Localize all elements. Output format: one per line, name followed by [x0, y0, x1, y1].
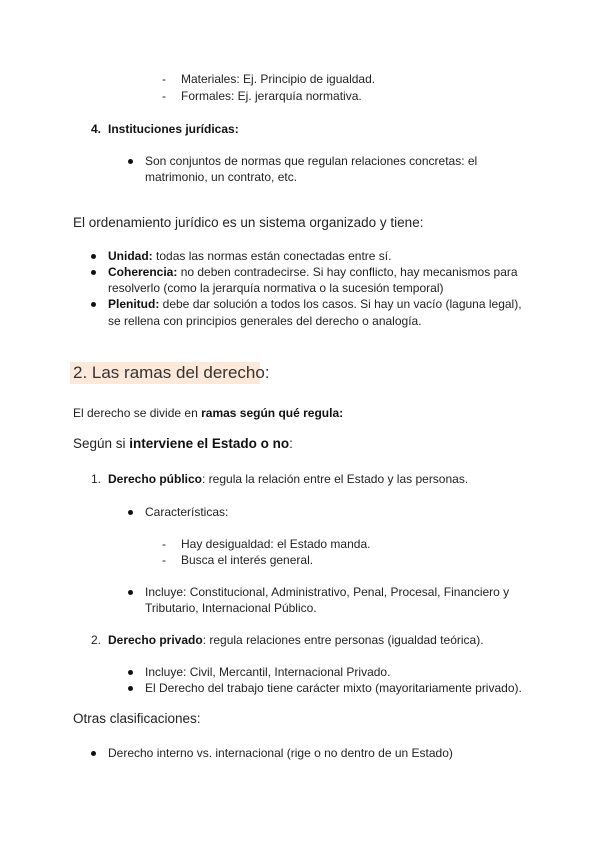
paragraph: Según si interviene el Estado o no: [73, 436, 293, 451]
list-item: Unidad: todas las normas están conectadas entre sí. [108, 249, 392, 263]
bullet-icon [128, 686, 133, 691]
dash-marker: - [162, 553, 166, 567]
list-item: Incluye: Constitucional, Administrativo, Penal, Procesal, Financiero y [145, 585, 510, 599]
list-item: Son conjuntos de normas que regulan relaciones concretas: el [145, 154, 478, 168]
list-item-continuation: se rellena con principios generales del derecho o analogía. [108, 314, 422, 328]
list-item: Materiales: Ej. Principio de igualdad. [181, 72, 376, 86]
paragraph: Otras clasificaciones: [73, 711, 201, 726]
list-item: Plenitud: debe dar solución a todos los casos. Si hay un vacío (laguna legal), [108, 297, 522, 311]
list-item: Características: [145, 505, 229, 519]
section-heading: 2. Las ramas del derecho: [73, 363, 270, 382]
dash-marker: - [162, 72, 166, 86]
bullet-icon [91, 302, 96, 307]
list-item: Incluye: Civil, Mercantil, Internacional Privado. [145, 665, 391, 679]
bullet-icon [91, 254, 96, 259]
list-item: Derecho público: regula la relación entre el Estado y las personas. [108, 472, 469, 486]
list-item-continuation: resolverlo (como la jerarquía normativa o la sucesión temporal) [108, 281, 444, 295]
bullet-icon [128, 590, 133, 595]
list-number: 1. [91, 472, 102, 486]
paragraph: El ordenamiento jurídico es un sistema organizado y tiene: [73, 215, 424, 230]
list-number: 2. [91, 633, 102, 647]
dash-marker: - [162, 537, 166, 551]
dash-marker: - [162, 89, 166, 103]
list-item: Derecho interno vs. internacional (rige o no dentro de un Estado) [108, 746, 453, 760]
item-title: Instituciones jurídicas: [108, 122, 239, 136]
paragraph: El derecho se divide en ramas según qué regula: [73, 406, 344, 420]
list-item: Busca el interés general. [181, 553, 314, 567]
list-item: Derecho privado: regula relaciones entre personas (igualdad teórica). [108, 633, 484, 647]
bullet-icon [91, 270, 96, 275]
bullet-icon [128, 159, 133, 164]
bullet-icon [128, 670, 133, 675]
list-item: Coherencia: no deben contradecirse. Si hay conflicto, hay mecanismos para [108, 265, 518, 279]
bullet-icon [91, 751, 96, 756]
bullet-icon [128, 510, 133, 515]
list-item: Formales: Ej. jerarquía normativa. [181, 89, 362, 103]
list-item: Hay desigualdad: el Estado manda. [181, 537, 371, 551]
list-item-continuation: Tributario, Internacional Público. [145, 601, 317, 615]
list-item: El Derecho del trabajo tiene carácter mixto (mayoritariamente privado). [145, 681, 522, 695]
list-item-continuation: matrimonio, un contrato, etc. [145, 170, 298, 184]
list-number: 4. [91, 122, 102, 136]
